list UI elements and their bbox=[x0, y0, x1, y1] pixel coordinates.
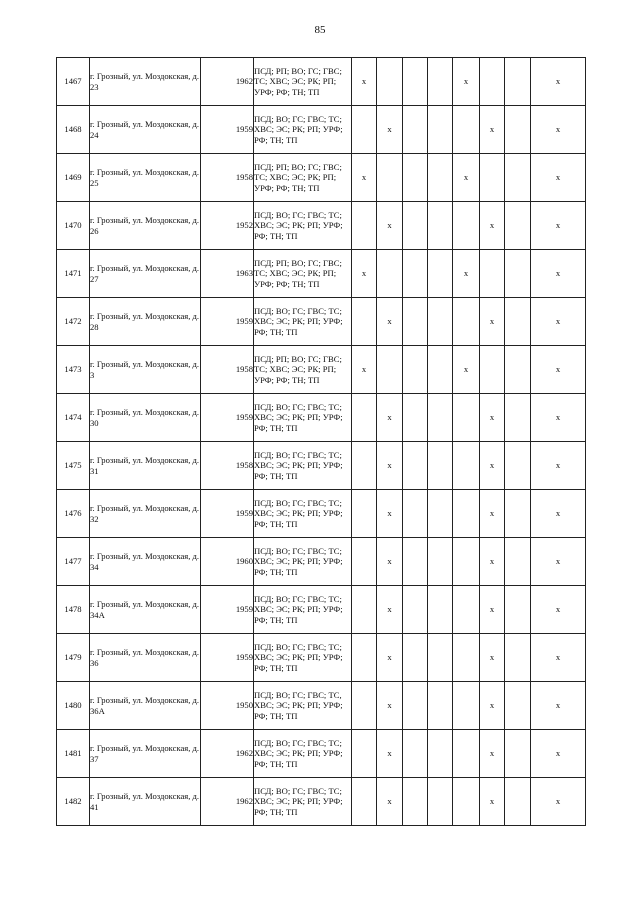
mark-cell: x bbox=[377, 538, 403, 586]
table-row bbox=[57, 154, 586, 202]
works-list-cell: ПСД; ВО; ГС; ГВС; ТС; ХВС; ЭС; РК; РП; УРФ; РФ; ТН; ТП bbox=[254, 634, 352, 682]
mark-cell bbox=[453, 778, 480, 826]
mark-cell bbox=[352, 298, 377, 346]
mark-cell: x bbox=[531, 202, 586, 250]
mark-cell bbox=[403, 538, 428, 586]
mark-cell bbox=[453, 298, 480, 346]
mark-cell: x bbox=[480, 298, 505, 346]
mark-cell bbox=[352, 490, 377, 538]
mark-cell: x bbox=[531, 442, 586, 490]
mark-cell bbox=[428, 346, 453, 394]
mark-cell bbox=[403, 586, 428, 634]
mark-cell: x bbox=[480, 106, 505, 154]
mark-cell: x bbox=[453, 154, 480, 202]
mark-cell: x bbox=[531, 298, 586, 346]
mark-cell bbox=[428, 394, 453, 442]
table-row bbox=[57, 346, 586, 394]
mark-cell bbox=[505, 394, 531, 442]
table-row bbox=[57, 538, 586, 586]
works-list-cell: ПСД; РП; ВО; ГС; ГВС; ТС; ХВС; ЭС; РК; РП; УРФ; РФ; ТН; ТП bbox=[254, 58, 352, 106]
mark-cell: x bbox=[531, 778, 586, 826]
mark-cell bbox=[428, 538, 453, 586]
mark-cell bbox=[403, 346, 428, 394]
mark-cell bbox=[428, 730, 453, 778]
table-row bbox=[57, 682, 586, 730]
mark-cell: x bbox=[531, 346, 586, 394]
year-built-cell: 1962 bbox=[201, 58, 254, 106]
table-row bbox=[57, 394, 586, 442]
works-list-cell: ПСД; РП; ВО; ГС; ГВС; ТС; ХВС; ЭС; РК; РП; УРФ; РФ; ТН; ТП bbox=[254, 346, 352, 394]
address-cell: г. Грозный, ул. Моздокская, д. 25 bbox=[90, 154, 201, 202]
mark-cell bbox=[505, 250, 531, 298]
mark-cell bbox=[428, 298, 453, 346]
mark-cell: x bbox=[377, 682, 403, 730]
mark-cell bbox=[403, 106, 428, 154]
year-built-cell: 1962 bbox=[201, 778, 254, 826]
mark-cell bbox=[403, 154, 428, 202]
mark-cell bbox=[403, 634, 428, 682]
mark-cell: x bbox=[377, 586, 403, 634]
mark-cell bbox=[428, 586, 453, 634]
table-body bbox=[57, 58, 586, 826]
works-list-cell: ПСД; ВО; ГС; ГВС; ТС; ХВС; ЭС; РК; РП; УРФ; РФ; ТН; ТП bbox=[254, 298, 352, 346]
mark-cell: x bbox=[531, 58, 586, 106]
mark-cell bbox=[453, 586, 480, 634]
mark-cell bbox=[453, 106, 480, 154]
address-cell: г. Грозный, ул. Моздокская, д. 32 bbox=[90, 490, 201, 538]
row-number-cell: 1468 bbox=[57, 106, 90, 154]
works-list-cell: ПСД; ВО; ГС; ГВС; ТС, ХВС; ЭС; РК; РП; УРФ; РФ; ТН; ТП bbox=[254, 682, 352, 730]
row-number-cell: 1470 bbox=[57, 202, 90, 250]
year-built-cell: 1952 bbox=[201, 202, 254, 250]
mark-cell: x bbox=[480, 490, 505, 538]
mark-cell bbox=[352, 778, 377, 826]
mark-cell bbox=[505, 538, 531, 586]
mark-cell bbox=[352, 682, 377, 730]
mark-cell bbox=[505, 106, 531, 154]
mark-cell bbox=[505, 586, 531, 634]
mark-cell bbox=[403, 202, 428, 250]
works-list-cell: ПСД; ВО; ГС; ГВС; ТС; ХВС; ЭС; РК; РП; УРФ; РФ; ТН; ТП bbox=[254, 394, 352, 442]
mark-cell: x bbox=[377, 778, 403, 826]
mark-cell: x bbox=[377, 106, 403, 154]
mark-cell bbox=[403, 778, 428, 826]
mark-cell bbox=[505, 442, 531, 490]
mark-cell bbox=[428, 442, 453, 490]
row-number-cell: 1467 bbox=[57, 58, 90, 106]
mark-cell bbox=[453, 634, 480, 682]
mark-cell bbox=[505, 778, 531, 826]
mark-cell: x bbox=[531, 106, 586, 154]
mark-cell: x bbox=[531, 634, 586, 682]
mark-cell bbox=[453, 490, 480, 538]
year-built-cell: 1960 bbox=[201, 538, 254, 586]
row-number-cell: 1469 bbox=[57, 154, 90, 202]
mark-cell: x bbox=[377, 730, 403, 778]
row-number-cell: 1479 bbox=[57, 634, 90, 682]
works-list-cell: ПСД; ВО; ГС; ГВС; ТС; ХВС; ЭС; РК; РП; УРФ; РФ; ТН; ТП bbox=[254, 730, 352, 778]
mark-cell: x bbox=[352, 58, 377, 106]
mark-cell bbox=[377, 250, 403, 298]
mark-cell bbox=[352, 586, 377, 634]
mark-cell bbox=[505, 634, 531, 682]
mark-cell bbox=[428, 490, 453, 538]
mark-cell bbox=[428, 154, 453, 202]
mark-cell bbox=[480, 346, 505, 394]
row-number-cell: 1478 bbox=[57, 586, 90, 634]
mark-cell: x bbox=[453, 58, 480, 106]
mark-cell bbox=[505, 202, 531, 250]
mark-cell bbox=[453, 682, 480, 730]
address-cell: г. Грозный, ул. Моздокская, д. 26 bbox=[90, 202, 201, 250]
address-cell: г. Грозный, ул. Моздокская, д. 27 bbox=[90, 250, 201, 298]
page-number: 85 bbox=[314, 24, 326, 36]
year-built-cell: 1958 bbox=[201, 346, 254, 394]
address-cell: г. Грозный, ул. Моздокская, д. 36А bbox=[90, 682, 201, 730]
mark-cell bbox=[453, 202, 480, 250]
year-built-cell: 1958 bbox=[201, 442, 254, 490]
address-cell: г. Грозный, ул. Моздокская, д. 24 bbox=[90, 106, 201, 154]
year-built-cell: 1959 bbox=[201, 634, 254, 682]
year-built-cell: 1959 bbox=[201, 586, 254, 634]
row-number-cell: 1481 bbox=[57, 730, 90, 778]
row-number-cell: 1474 bbox=[57, 394, 90, 442]
table-row bbox=[57, 490, 586, 538]
table-row bbox=[57, 202, 586, 250]
mark-cell bbox=[453, 730, 480, 778]
mark-cell: x bbox=[480, 730, 505, 778]
mark-cell: x bbox=[480, 778, 505, 826]
works-list-cell: ПСД; ВО; ГС; ГВС; ТС; ХВС; ЭС; РК; РП; УРФ; РФ; ТН; ТП bbox=[254, 106, 352, 154]
mark-cell: x bbox=[531, 586, 586, 634]
mark-cell bbox=[505, 682, 531, 730]
mark-cell: x bbox=[377, 490, 403, 538]
table-row bbox=[57, 298, 586, 346]
row-number-cell: 1482 bbox=[57, 778, 90, 826]
mark-cell: x bbox=[531, 154, 586, 202]
mark-cell bbox=[352, 394, 377, 442]
mark-cell: x bbox=[480, 586, 505, 634]
mark-cell bbox=[505, 154, 531, 202]
mark-cell bbox=[505, 58, 531, 106]
year-built-cell: 1950 bbox=[201, 682, 254, 730]
mark-cell bbox=[403, 250, 428, 298]
mark-cell bbox=[403, 298, 428, 346]
mark-cell: x bbox=[531, 682, 586, 730]
row-number-cell: 1473 bbox=[57, 346, 90, 394]
mark-cell bbox=[403, 58, 428, 106]
row-number-cell: 1475 bbox=[57, 442, 90, 490]
mark-cell bbox=[352, 538, 377, 586]
mark-cell bbox=[505, 346, 531, 394]
mark-cell bbox=[352, 106, 377, 154]
row-number-cell: 1480 bbox=[57, 682, 90, 730]
table-row bbox=[57, 106, 586, 154]
mark-cell bbox=[480, 58, 505, 106]
mark-cell bbox=[428, 682, 453, 730]
works-list-cell: ПСД; ВО; ГС; ГВС; ТС; ХВС; ЭС; РК; РП; УРФ; РФ; ТН; ТП bbox=[254, 442, 352, 490]
mark-cell bbox=[352, 634, 377, 682]
row-number-cell: 1477 bbox=[57, 538, 90, 586]
mark-cell: x bbox=[531, 490, 586, 538]
mark-cell: x bbox=[453, 346, 480, 394]
year-built-cell: 1959 bbox=[201, 490, 254, 538]
mark-cell bbox=[505, 298, 531, 346]
works-list-cell: ПСД; ВО; ГС; ГВС; ТС; ХВС; ЭС; РК; РП; УРФ; РФ; ТН; ТП bbox=[254, 586, 352, 634]
mark-cell bbox=[453, 394, 480, 442]
mark-cell bbox=[480, 154, 505, 202]
table-row bbox=[57, 586, 586, 634]
mark-cell: x bbox=[531, 250, 586, 298]
table-row bbox=[57, 778, 586, 826]
mark-cell: x bbox=[377, 394, 403, 442]
table-row bbox=[57, 250, 586, 298]
year-built-cell: 1959 bbox=[201, 298, 254, 346]
row-number-cell: 1476 bbox=[57, 490, 90, 538]
mark-cell: x bbox=[480, 538, 505, 586]
mark-cell: x bbox=[352, 250, 377, 298]
works-list-cell: ПСД; РП; ВО; ГС; ГВС; ТС; ХВС; ЭС; РК; РП; УРФ; РФ; ТН; ТП bbox=[254, 154, 352, 202]
mark-cell bbox=[428, 250, 453, 298]
year-built-cell: 1959 bbox=[201, 394, 254, 442]
mark-cell bbox=[352, 442, 377, 490]
mark-cell bbox=[352, 730, 377, 778]
mark-cell bbox=[352, 202, 377, 250]
housing-repair-table bbox=[56, 57, 586, 826]
mark-cell bbox=[480, 250, 505, 298]
mark-cell: x bbox=[377, 202, 403, 250]
mark-cell: x bbox=[377, 634, 403, 682]
mark-cell bbox=[428, 58, 453, 106]
table-row bbox=[57, 442, 586, 490]
mark-cell bbox=[505, 730, 531, 778]
address-cell: г. Грозный, ул. Моздокская, д. 31 bbox=[90, 442, 201, 490]
address-cell: г. Грозный, ул. Моздокская, д. 34А bbox=[90, 586, 201, 634]
works-list-cell: ПСД; ВО; ГС; ГВС; ТС; ХВС; ЭС; РК; РП; УРФ; РФ; ТН; ТП bbox=[254, 538, 352, 586]
address-cell: г. Грозный, ул. Моздокская, д. 23 bbox=[90, 58, 201, 106]
works-list-cell: ПСД; РП; ВО; ГС; ГВС; ТС; ХВС; ЭС; РК; РП; УРФ; РФ; ТН; ТП bbox=[254, 250, 352, 298]
mark-cell bbox=[428, 106, 453, 154]
address-cell: г. Грозный, ул. Моздокская, д. 36 bbox=[90, 634, 201, 682]
address-cell: г. Грозный, ул. Моздокская, д. 28 bbox=[90, 298, 201, 346]
mark-cell: x bbox=[480, 682, 505, 730]
mark-cell: x bbox=[480, 634, 505, 682]
mark-cell: x bbox=[480, 202, 505, 250]
mark-cell: x bbox=[377, 298, 403, 346]
address-cell: г. Грозный, ул. Моздокская, д. 3 bbox=[90, 346, 201, 394]
year-built-cell: 1962 bbox=[201, 730, 254, 778]
row-number-cell: 1471 bbox=[57, 250, 90, 298]
table-row bbox=[57, 634, 586, 682]
mark-cell bbox=[453, 442, 480, 490]
address-cell: г. Грозный, ул. Моздокская, д. 34 bbox=[90, 538, 201, 586]
mark-cell: x bbox=[531, 538, 586, 586]
mark-cell: x bbox=[531, 394, 586, 442]
mark-cell bbox=[377, 154, 403, 202]
mark-cell: x bbox=[531, 730, 586, 778]
mark-cell bbox=[403, 490, 428, 538]
works-list-cell: ПСД; ВО; ГС; ГВС; ТС; ХВС; ЭС; РК; РП; УРФ; РФ; ТН; ТП bbox=[254, 490, 352, 538]
mark-cell bbox=[428, 778, 453, 826]
mark-cell: x bbox=[377, 442, 403, 490]
address-cell: г. Грозный, ул. Моздокская, д. 30 bbox=[90, 394, 201, 442]
row-number-cell: 1472 bbox=[57, 298, 90, 346]
mark-cell bbox=[505, 490, 531, 538]
mark-cell bbox=[403, 394, 428, 442]
mark-cell bbox=[453, 538, 480, 586]
table-row bbox=[57, 58, 586, 106]
year-built-cell: 1959 bbox=[201, 106, 254, 154]
year-built-cell: 1963 bbox=[201, 250, 254, 298]
works-list-cell: ПСД; ВО; ГС; ГВС; ТС; ХВС; ЭС; РК; РП; УРФ; РФ; ТН; ТП bbox=[254, 778, 352, 826]
mark-cell: x bbox=[453, 250, 480, 298]
works-list-cell: ПСД; ВО; ГС; ГВС; ТС; ХВС; ЭС; РК; РП; УРФ; РФ; ТН; ТП bbox=[254, 202, 352, 250]
mark-cell bbox=[377, 346, 403, 394]
mark-cell: x bbox=[480, 442, 505, 490]
mark-cell bbox=[403, 442, 428, 490]
mark-cell bbox=[377, 58, 403, 106]
address-cell: г. Грозный, ул. Моздокская, д. 41 bbox=[90, 778, 201, 826]
mark-cell: x bbox=[352, 346, 377, 394]
mark-cell bbox=[428, 202, 453, 250]
mark-cell bbox=[428, 634, 453, 682]
mark-cell: x bbox=[480, 394, 505, 442]
mark-cell bbox=[403, 682, 428, 730]
mark-cell: x bbox=[352, 154, 377, 202]
year-built-cell: 1958 bbox=[201, 154, 254, 202]
table-row bbox=[57, 730, 586, 778]
address-cell: г. Грозный, ул. Моздокская, д. 37 bbox=[90, 730, 201, 778]
mark-cell bbox=[403, 730, 428, 778]
